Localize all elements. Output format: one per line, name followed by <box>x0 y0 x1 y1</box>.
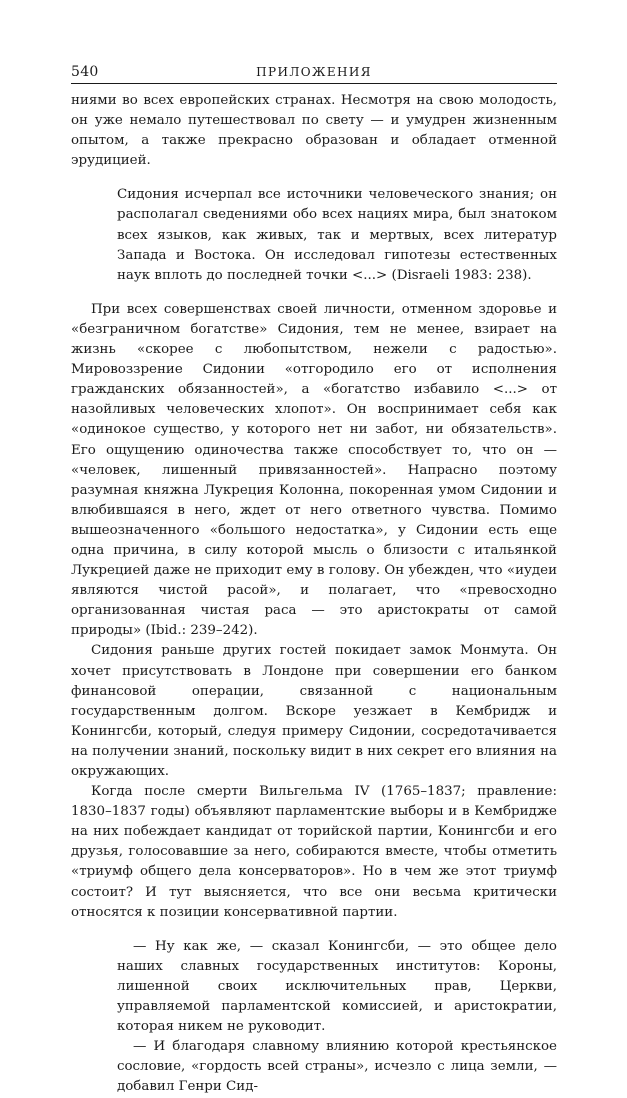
body-text <box>71 91 557 1098</box>
paragraph: Сидония раньше других гостей покидает замок Монмута. Он хочет присутствовать в Лондоне при совершении его банком финансовой операции, связанной с национальным государственным долгом. Вскоре уезжает в Кембридж и Конингсби, который, следуя примеру Сидонии, сосредотачивается на получении знаний, поскольку видит в них секрет его влияния на окружающих. <box>71 643 557 779</box>
paragraph: Когда после смерти Вильгельма IV (1765–1837; правление: 1830–1837 годы) объявляют парламентские выборы и в Кембридже на них побеждает кандидат от торийской партии, Конингсби и его друзья, голосовавшие за него, собираются вместе, чтобы отметить «триумф общего дела консерваторов». Но в чем же этот триумф состоит? И тут выясняется, что все они весьма критически относятся к позиции консервативной партии. <box>71 784 557 920</box>
running-title: ПРИЛОЖЕНИЯ <box>256 65 372 79</box>
dialogue-block <box>117 937 557 1098</box>
page-number: 540 <box>71 64 99 80</box>
block-quote: Сидония исчерпал все источники человеческого знания; он располагал сведениями обо всех нациях мира, был знатоком всех языков, как живых, так и мертвых, всех литератур Запада и Востока. Он исследовал гипотезы естественных наук вплоть до последней точки <...> (Disraeli 1983: 238). <box>117 187 557 283</box>
paragraph: При всех совершенствах своей личности, отменном здоровье и «безграничном богатстве» Сидония, тем не менее, взирает на жизнь «скорее с любопытством, нежели с радостью». Мировоззрение Сидонии «отгородило его от исполнения гражданских обязанностей», а «богатство избавило <...> от назойливых человеческих хлопот». Он воспринимает себя как «одинокое существо, у которого нет ни забот, ни обязательств». Его ощущению одиночества также способствует то, что он — «человек, лишенный привязанностей». Напрасно поэтому разумная княжна Лукреция Колонна, покоренная умом Сидонии и влюбившаяся в него, ждет от него ответного чувства. Помимо вышеозначенного «большого недостатка», у Сидонии есть еще одна причина, в силу которой мысль о близости с итальянкой Лукрецией даже не приходит ему в голову. Он убежден, что «иудеи являются чистой расой», и полагает, что «превосходно организованная чистая раса — это аристократы от самой природы» (Ibid.: 239–242). <box>71 301 557 639</box>
paragraph: ниями во всех европейских странах. Несмотря на свою молодость, он уже немало путешествовал по свету — и умудрен жизненным опытом, а также прекрасно образован и обладает отменной эрудицией. <box>71 93 557 169</box>
header-rule <box>71 83 557 84</box>
page-header <box>71 62 557 82</box>
dialogue-line: — И благодаря славному влиянию которой крестьянское сословие, «гордость всей страны», исчезло с лица земли, — добавил Генри Сид- <box>117 1039 557 1095</box>
dialogue-line: — Ну как же, — сказал Конингсби, — это общее дело наших славных государственных институтов: Короны, лишенной своих исключительных прав, Церкви, управляемой парламентской комиссией, и аристократии, которая никем не руководит. <box>117 938 557 1035</box>
